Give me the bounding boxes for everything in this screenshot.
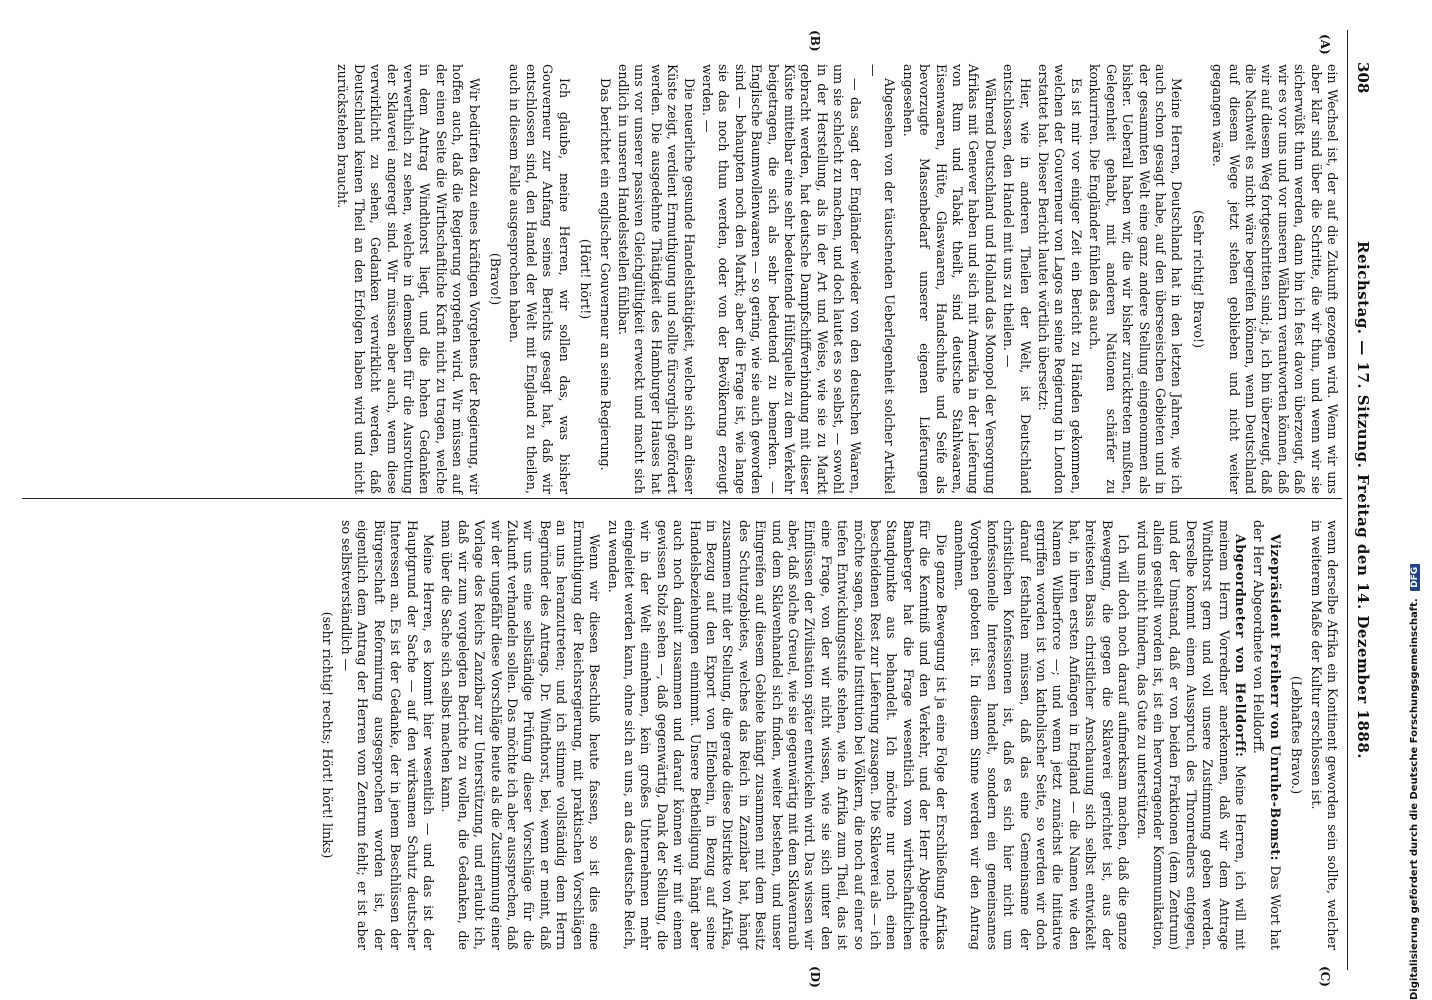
paragraph (899, 64, 997, 494)
paragraph-text: (sehr richtig! rechts; Hört! hört! links) (319, 611, 335, 859)
interjection (487, 64, 503, 494)
paragraph (1133, 520, 1248, 950)
paragraph-text: Hier, wie in anderen Theilen der Welt, ist Deutschland entschlossen, den Handel mit uns zu theilen. — (1001, 64, 1033, 494)
paragraph (596, 64, 612, 494)
paragraph-text: Ich will doch noch darauf aufmerksam machen, daß die ganze Bewegung, die gegen die Sklaverei gerichtet ist, aus der breitesten Basis christlicher Anschauung sich selbst entwickelt hat, in ihren ersten Anfängen in England — die Namen wie den Namen Wilberforce —; und wenn jetzt zunächst die Initiative ergriffen worden ist von katholischer Seite, so werden wir doch darauf festhalten müssen, daß das eine Gemeinsame der christlichen Konfessionen ist, daß es sich hier nicht um konfessionelle Interessen handelt, sondern ein gemeinsames Vorgehen geboten ist. In diesem Sinne werden wir den Antrag annehmen. (952, 520, 1132, 950)
right-column (313, 520, 1340, 950)
paragraph-text: Wenn wir diesen Beschluß heute fassen, so ist dies eine Ermuthigung der Reichsregierung, mit praktischen Vorschlägen an uns heranzutreten; und ich stimme vollständig dem Herrn Begründer des Antrags, Dr. Windthorst, bei, wenn er meint, daß wir uns eine selbständige Prüfung dieser Vorschläge für die Zukunft verhandeln sollen. Das möchte ich aber aussprechen, daß wir der ungefähr diese Vorschläge heute als die Zustimmung einer Vorlage des Reichs Zanzibar zur Unterstützung, und erlaubt ich, daß wir zum vorgelegten Berichte zu wollen, die Gedanken, die man über die Sache sich selbst machen kann. (439, 520, 603, 950)
margin-mark-d: (D) (808, 966, 822, 988)
page-header (1348, 22, 1372, 978)
interjection (1288, 520, 1304, 950)
paragraph-text: — das sagt der Engländer wieder von den deutschen Waaren, um sie schlecht zu machen, und doch lautet es so selbst, — sowohl in der Herstellung, als in der Art und Weise, wie sie zu Markt gebracht werden, hat deutsche Dampfschiffverbindung mit dieser Küste mittelbar eine sehr bedeutende Hülfsquelle zu dem Verkehr beigetragen, die sich als sehr bedeutend zu bemerken. — Englische Baumwollenwaaren — so gering, wie sie auch geworden sind — behaupten noch den Markt; aber die Frage ist, wie lange sie das noch thun werden, oder von der Bevölkerung erzeugt werden. — (699, 64, 863, 494)
paragraph-text: wenn derselbe Afrika ein Kontinent geworden sein sollte, welcher in weiterem Maße der Kultur erschlossen ist. (1308, 520, 1340, 950)
paragraph (438, 520, 602, 950)
paragraph (951, 520, 1131, 950)
interjection (318, 520, 334, 950)
paragraph-text: Während Deutschland und Holland das Monopol der Versorgung Afrikas mit Genever haben und sich mit Amerika in der Lieferung von Rum und Tabak theilt, sind deutsche Stahlwaaren, Eisenwaaren, Hüte, Glaswaaren, Handschuhe und Seife als bevorzugte Massenbedarf unserer eigenen Lieferungen angesehen. (900, 64, 998, 494)
speaker-name: Abgeordneter von Helldorff: (1232, 534, 1248, 758)
paragraph-text: Meine Herren, ich will mit meinem Herrn Vorredner anerkennen, daß wir dem Antrage Windthorst gern und voll unsere Zustimmung geben werden. Derselbe kommt einem Ausspruch des Thronredners entgegen, und der Umstand, daß er von beiden Fraktionen (dem Zentrum) allein gestellt worden ist, ist ein hervorragender Kommunikation, wird uns nicht hindern, das Gute zu unterstützen. (1134, 520, 1248, 950)
column-divider (22, 498, 1342, 499)
paragraph (865, 64, 898, 494)
paragraph-text: Meine Herren, es kommt hier wesentlich — und das ist der Hauptgrund der Sache — auf den wirksamen Schutz deutscher Interessen an. Es ist der Gedanke, der in jenem Beschlüssen der Bürgerschaft Reformirung ausgesprochen worden ist, der eigentlich dem Antrag der Herren vom Zentrum fehlt; er ist aber so selbstverständlich — (339, 520, 437, 950)
paragraph-text: Die ganze Bewegung ist ja eine Folge der Erschließung Afrikas für die Kenntniß und den Verkehr, und der Herr Abgeordnete Bamberger hat die Frage wesentlich vom wirthschaftlichen Standpunkte aus behandelt. Ich möchte nur noch einen bescheidenen Rest zur Lieferung zusagen. Die Sklaverei als — ich möchte sagen, soziale Institution bei Völkern, die noch auf einer so tiefen Entwicklungsstufe stehen, wie in Afrika zum Theil, das ist eine Frage, von der wir nicht wissen, wie sie sich unter den Einflüssen der Zivilisation später entwickeln wird. Das wissen wir aber, daß solche Greuel, wie sie gegenwärtig mit dem Sklavenraub und dem Sklavenhandel sich finden, weiter bestehen, und unser Eingreifen auf diesem Gebiete hängt zusammen mit dem Besitz des Schutzgebietes, welches das Reich in Zanzibar hat, hängt zusammen mit der Stellung, die gerade diese Distrikte von Afrika, in Bezug auf den Export von Elfenbein, in Bezug auf seine Handelsbeziehungen einnimmt. Unsere Betheiligung hängt aber auch noch damit zusammen und darauf können wir mit einem gewissen Stolz sehen —, daß gegenwärtig, Dank der Stellung, die wir in der Welt einnehmen, kein großes Unternehmen mehr eingeleitet werden kann, ohne sich an uns, an das deutsche Reich, zu wenden. (605, 520, 949, 950)
paragraph (1035, 64, 1084, 494)
paragraph (338, 520, 436, 950)
paragraph-text: Das berichtet ein englischer Gouverneur an seine Regierung. (597, 78, 613, 471)
paragraph-text: (Bravo!) (488, 252, 504, 306)
paragraph-text: Abgesehen von der täuschenden Ueberlegenheit solcher Artikel — (866, 64, 898, 494)
paragraph-text: (Sehr richtig! Bravo!) (1190, 209, 1206, 348)
paragraph-text: Meine Herren, Deutschland hat in den letzten Jahren, wie ich auch schon gesagt habe, auf den überseeischen Gebieten und in der gesammten Welt eine ganz andere Stellung eingenommen als bisher. Ueberall haben wir, die wir bisher zurücktreten mußten, Gelegenheit gehabt, mit anderen Nationen schärfer zu konkurriren. Die Engländer fühlen das auch. (1087, 64, 1185, 494)
paragraph (615, 64, 697, 494)
paragraph-text: Die neuerliche gesunde Handelsthätigkeit, welche sich an dieser Küste zeigt, verdient Ermuthigung und sollte fürsorglich gefördert werden. Die ausgedehnte Thätigkeit des Hamburger Hauses hat uns vor unserer passiven Gleichgültigkeit erweckt und macht sich endlich in unseren Handelsstellen fühlbar. (615, 64, 697, 494)
credit-text: Digitalisierung gefördert durch die Deutsche Forschungsgemeinschaft. (1409, 598, 1420, 1000)
digitization-credit (1409, 566, 1420, 1000)
margin-mark-b: (B) (808, 30, 822, 52)
paragraph-text: Das Wort hat der Herr Abgeordnete von Helldorff. (1251, 520, 1283, 950)
paragraph-text: Wir bedürfen dazu eines kräftigen Vorgehens der Regierung, wir hoffen auch, daß die Regierung vorgehen wird. Wir müssen auf der einen Seite die Wirthschaftliche Kraft nicht zu tragen, welche in dem Antrag Windthorst liegt, und die hohen Gedanken verwerthlich zu sehen, welche in demselben für die Ausrottung der Sklaverei angeregt sind. Wir müssen aber auch, wenn diese verwirklicht zu sehen, Gedanken verwirklicht werden, daß Deutschland keinen Theil an den Erfolgen haben wird und nicht zurückstehen braucht. (335, 64, 482, 494)
dfg-logo: DFG (1410, 564, 1420, 591)
margin-mark-a: (A) (1318, 34, 1332, 55)
paragraph-text: (Hört! hört!) (578, 238, 594, 320)
paragraph (1209, 64, 1340, 494)
header-rule (1347, 30, 1348, 970)
paragraph (1086, 64, 1184, 494)
interjection (1189, 64, 1205, 494)
paragraph (334, 64, 482, 494)
paragraph-text: Es ist mir vor einiger Zeit ein Bericht zu Händen gekommen, welchen der Gouverneur von Lagos an seine Regierung in London erstattet hat. Dieser Bericht lautet wörtlich übersetzt: (1036, 64, 1084, 494)
paragraph-text: Ich glaube, meine Herren, wir sollen das, was bisher Gouverneur zur Anfang seines Berichts gesagt hat, daß wir entschlossen sind, den Handel der Welt mit England zu theilen, auch in diesem Falle ausgesprochen haben. (507, 64, 572, 494)
paragraph (1307, 520, 1340, 950)
paragraph (1000, 64, 1033, 494)
margin-mark-c: (C) (1318, 966, 1332, 987)
paragraph-text: (Lebhaftes Bravo.) (1289, 675, 1305, 795)
page-title: Reichstag. — 17. Sitzung. Freitag den 14. Dezember 1888. (1354, 240, 1372, 759)
paragraph (699, 64, 863, 494)
paragraph-text: ein Wechsel ist, der auf die Zukunft gezogen wird. Wenn wir uns aber klar sind über die Schritte, die wir thun, und wenn wir sie sicherwüßt thun werden, dann bin ich fest davon überzeugt, daß wir es vor uns und vor unseren Wählern verantworten können, daß wir auf diesem Weg fortgeschritten sind; ja, ich bin überzeugt, daß die Nachwelt es nicht wäre begreifen können, wenn Deutschland auf diesem Wege jetzt stehen geblieben und nicht weiter gegangen wäre. (1210, 64, 1340, 494)
interjection (577, 64, 593, 494)
page-number: 308 (1354, 62, 1372, 94)
left-column (332, 64, 1340, 494)
paragraph (506, 64, 572, 494)
speaker-name: Vizepräsident Freiherr von Unruhe-Bomst: (1267, 534, 1283, 862)
paragraph (1250, 520, 1283, 950)
paragraph (604, 520, 949, 950)
